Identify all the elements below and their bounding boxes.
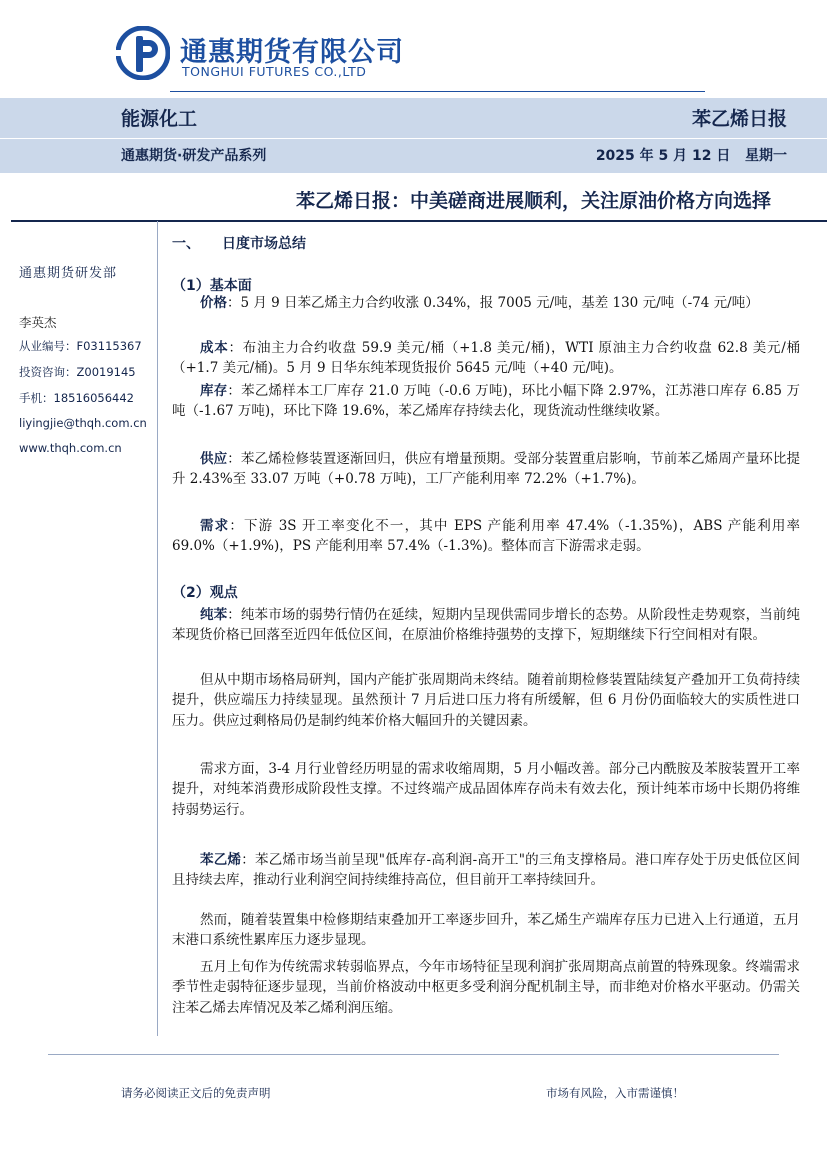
label-demand: 需求: [200, 518, 230, 534]
paragraph-benzene-3: 需求方面，3-4 月行业曾经历明显的需求收缩周期，5 月小幅改善。部分己内酰胺及苯胺装置开工率提升，对纯苯消费形成阶段性支撑。不过终端产成品固体库存尚未有效去化，预计纯苯市场中长期仍将维持弱势运行。: [172, 761, 800, 818]
sector-label: 能源化工: [121, 108, 198, 130]
text-supply: ：苯乙烯检修装置逐渐回归，供应有增量预期。受部分装置重启影响，节前苯乙烯周产量环比提升 2.43%至 33.07 万吨（+0.78 万吨)，工厂产能利用率 72.2%（+1.7%)。: [172, 451, 801, 488]
series-label: 通惠期货·研发产品系列: [121, 148, 267, 164]
text-benzene: ：纯苯市场的弱势行情仍在延续，短期内呈现供需同步增长的态势。从阶段性走势观察，当前纯苯现货价格已回落至近四年低位区间，在原油价格维持强势的支撑下，短期继续下行空间相对有限。: [172, 607, 801, 644]
paragraph-benzene: [172, 605, 800, 646]
section-title: 日度市场总结: [222, 236, 306, 252]
paragraph-price: [172, 293, 800, 313]
label-price: 价格: [200, 295, 227, 311]
risk-warning: 市场有风险，入市需谨慎！: [546, 1086, 684, 1100]
text-cost: ：布油主力合约收盘 59.9 美元/桶（+1.8 美元/桶)，WTI 原油主力合约收盘 62.8 美元/桶（+1.7 美元/桶)。5 月 9 日华东纯苯现货报价 5645 元/吨（+40 元/吨)。: [172, 340, 800, 377]
section-heading: [172, 233, 306, 253]
label-styrene: 苯乙烯: [200, 852, 242, 868]
sidebar-department: 通惠期货研发部: [19, 266, 118, 281]
label-stock: 库存: [200, 383, 228, 399]
header-divider: [170, 91, 705, 92]
paragraph-benzene-2: 但从中期市场格局研判，国内产能扩张周期尚未终结。随着前期检修装置陆续复产叠加开工负荷持续提升，供应端压力持续显现。虽然预计 7 月后进口压力将有所缓解，但 6 月份仍面临较大的实质性进口压力。供应过剩格局仍是制约纯苯价格大幅回升的关键因素。: [172, 672, 800, 729]
analyst-name: 李英杰: [19, 315, 57, 330]
paragraph-styrene-2: 然而，随着装置集中检修期结束叠加开工率逐步回升，苯乙烯生产端库存压力已进入上行通道，五月末港口系统性累库压力逐步显现。: [172, 912, 800, 949]
paragraph-styrene: [172, 850, 800, 891]
text-demand: ：下游 3S 开工率变化不一，其中 EPS 产能利用率 47.4%（-1.35%)，ABS 产能利用率 69.0%（+1.9%)，PS 产能利用率 57.4%（-1.3%)。整体而言下游需求走弱。: [172, 518, 800, 555]
website-link[interactable]: www.thqh.com.cn: [19, 441, 122, 455]
company-name-cn: 通惠期货有限公司: [180, 37, 404, 68]
page-title: 苯乙烯日报：中美磋商进展顺利，关注原油价格方向选择: [295, 190, 771, 212]
tonghui-logo-icon: [116, 26, 170, 80]
paragraph-demand: [172, 516, 800, 557]
text-styrene: ：苯乙烯市场当前呈现"低库存-高利润-高开工"的三角支撑格局。港口库存处于历史低位区间且持续去库，推动行业利润空间持续维持高位，但目前开工率持续回升。: [172, 852, 800, 889]
label-benzene: 纯苯: [200, 607, 228, 623]
disclaimer-note: 请务必阅读正文后的免责声明: [121, 1086, 271, 1100]
phone-number: 手机：18516056442: [19, 391, 134, 405]
label-supply: 供应: [200, 451, 228, 467]
sidebar-divider: [157, 221, 158, 1036]
subheading-views: （2）观点: [172, 585, 238, 601]
company-name-en: TONGHUI FUTURES CO.,LTD: [182, 64, 367, 79]
footer-divider: [48, 1054, 779, 1055]
text-price: ：5 月 9 日苯乙烯主力合约收涨 0.34%，报 7005 元/吨，基差 130 元/吨（-74 元/吨）: [227, 295, 759, 311]
paragraph-styrene-3: 五月上旬作为传统需求转弱临界点，今年市场特征呈现利润扩张周期高点前置的特殊现象。终端需求季节性走弱特征逐步显现，当前价格波动中枢更多受利润分配机制主导，而非绝对价格水平驱动。仍需关注苯乙烯去库情况及苯乙烯利润压缩。: [172, 959, 800, 1016]
license-number: 从业编号：F03115367: [19, 339, 142, 353]
consult-number: 投资咨询：Z0019145: [19, 365, 136, 379]
email-link[interactable]: liyingjie@thqh.com.cn: [19, 416, 147, 430]
paragraph-supply: [172, 449, 800, 490]
paragraph-cost: [172, 338, 800, 379]
label-cost: 成本: [200, 340, 229, 356]
report-type: 苯乙烯日报: [691, 108, 787, 130]
report-date: 2025 年 5 月 12 日 星期一: [595, 148, 787, 164]
subheading-fundamentals: （1）基本面: [172, 278, 252, 294]
section-number: 一、: [172, 236, 200, 252]
text-stock: ：苯乙烯样本工厂库存 21.0 万吨（-0.6 万吨)，环比小幅下降 2.97%，江苏港口库存 6.85 万吨（-1.67 万吨)，环比下降 19.6%，苯乙烯库存持续去化，现货流动性继续收紧。: [172, 383, 801, 420]
paragraph-stock: [172, 381, 800, 422]
title-divider: [11, 220, 827, 222]
